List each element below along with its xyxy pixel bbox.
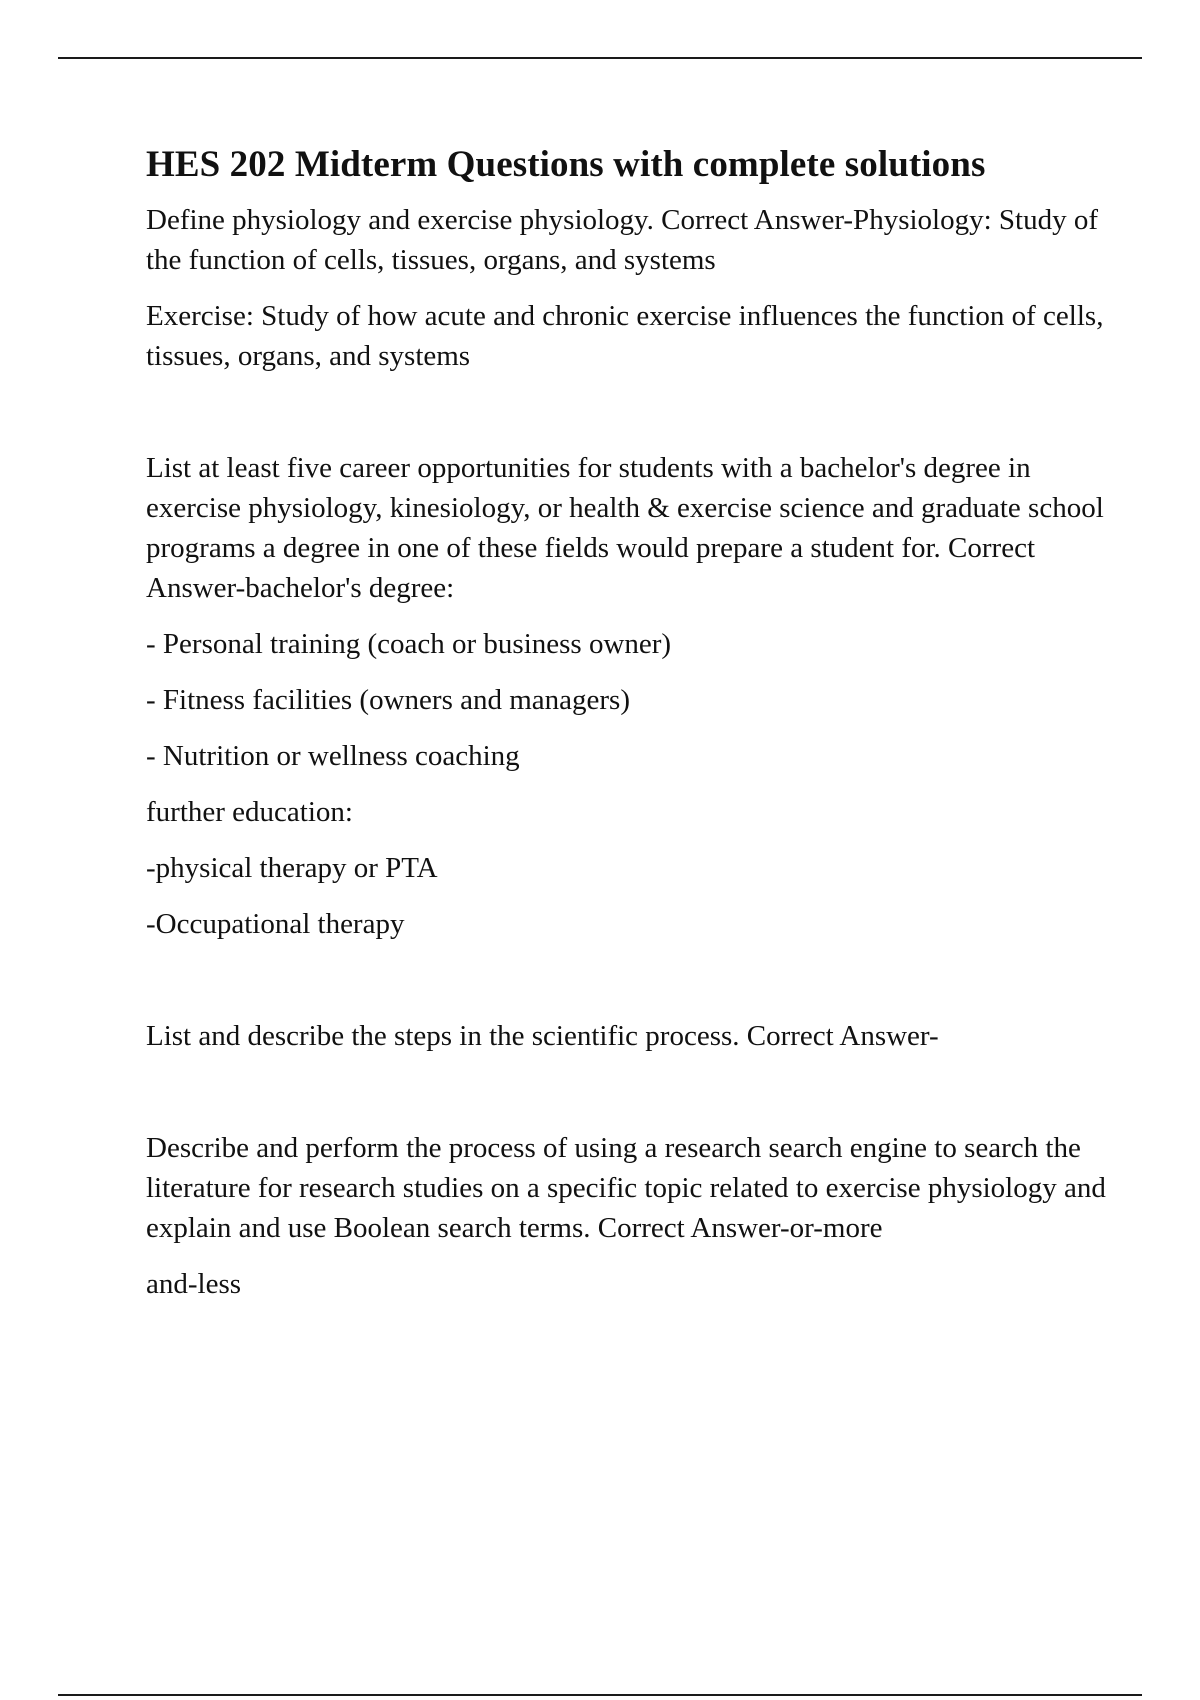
- question-1-text: Define physiology and exercise physiology. Correct Answer-Physiology: Study of the function of cells, tissues, organs, and systems: [146, 204, 1098, 276]
- question-1-answer-continuation: Exercise: Study of how acute and chronic exercise influences the function of cells, tissues, organs, and systems: [146, 300, 1104, 372]
- question-4-text: Describe and perform the process of using a research search engine to search the literature for research studies on a specific topic related to exercise physiology and explain and use Boolean search terms. Correct Answer-or-more: [146, 1132, 1106, 1244]
- question-3-text: List and describe the steps in the scientific process. Correct Answer-: [146, 1020, 939, 1052]
- question-4-answer-continuation: and-less: [146, 1268, 242, 1300]
- list-item: -Occupational therapy: [146, 908, 405, 940]
- document-title: HES 202 Midterm Questions with complete solutions: [146, 144, 986, 185]
- list-item: - Personal training (coach or business owner): [146, 628, 672, 660]
- section-label: further education:: [146, 796, 353, 828]
- document-page: [146, 140, 1106, 1304]
- bottom-rule: [58, 1694, 1142, 1696]
- question-2-text: List at least five career opportunities for students with a bachelor's degree in exercise physiology, kinesiology, or health & exercise science and graduate school programs a degree in one of these fields would prepare a student for. Correct Answer-bachelor's degree:: [146, 452, 1104, 604]
- list-item: - Fitness facilities (owners and managers): [146, 684, 630, 716]
- list-item: -physical therapy or PTA: [146, 852, 438, 884]
- list-item: - Nutrition or wellness coaching: [146, 740, 520, 772]
- top-rule: [58, 57, 1142, 59]
